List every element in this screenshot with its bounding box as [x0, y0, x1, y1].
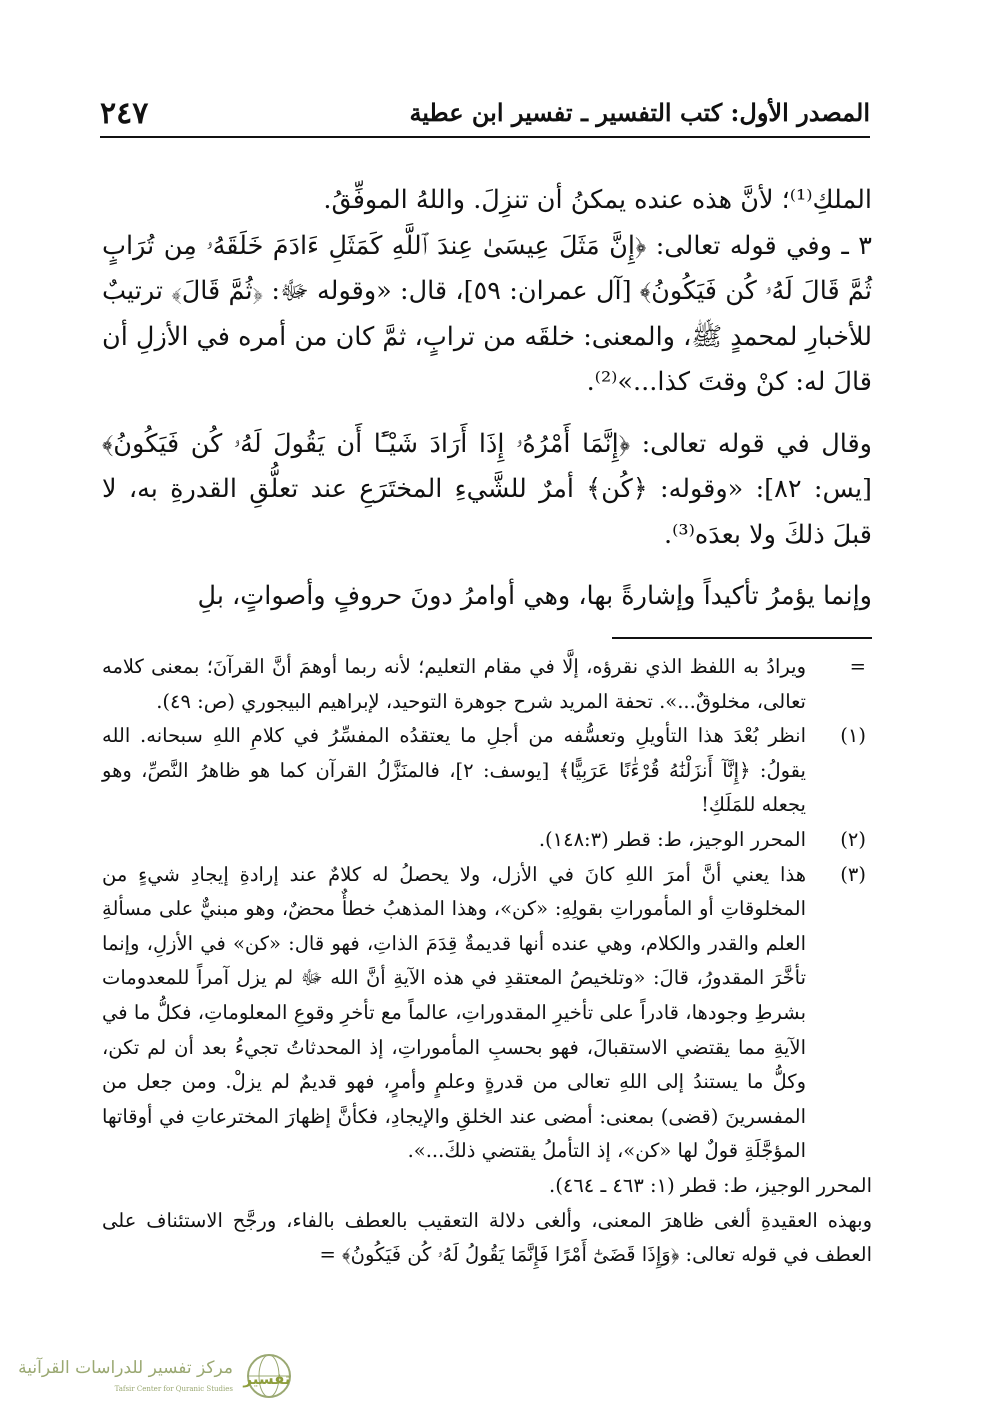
- main-text: [102, 178, 872, 620]
- footnote-text: انظر بُعْدَ هذا التأويلِ وتعسُّفه من أجلِ ما يعتقدُه المفسِّرُ في كلامِ اللهِ سبحانه. الله يقولُ: ﴿إِنَّآ أَنزَلْنَٰهُ قُرْءَٰنًا عَرَبِيًّا﴾ [يوسف: ٢]، فالمنَزَّلُ القرآن كما هو ظاهرُ النَّصِّ، وهو يجعله للمَلَكِ!: [102, 724, 806, 817]
- footnote-text: ويرادُ به اللفظ الذي نقرؤه، إلَّا في مقام التعليم؛ لأنه ربما أوهمَ أنَّ القرآنَ؛ بمعنى كلامه تعالى، مخلوقٌ...». تحفة المريد شرح جوهرة التوحيد، لإبراهيم البيجوري (ص: ٤٩).: [102, 655, 806, 713]
- footnote-separator: [612, 637, 872, 639]
- tafsir-logo-icon: [239, 1352, 295, 1402]
- paragraph: ٣ ـ وفي قوله تعالى: ﴿إِنَّ مَثَلَ عِيسَىٰ عِندَ ٱللَّهِ كَمَثَلِ ءَادَمَ خَلَقَهُۥ مِن تُرَابٍ ثُمَّ قَالَ لَهُۥ كُن فَيَكُونُ﴾ [آل عمران: ٥٩]، قال: «وقوله ﷻ: ﴿ثُمَّ قَالَ﴾ ترتيبٌ للأخبارِ لمحمدٍ ﷺ، والمعنى: خلقَه من ترابٍ، ثمَّ كان من أمره في الأزلِ أن قالَ له: كنْ وقتَ كذا...»⁽²⁾.: [102, 230, 872, 397]
- footnote-tail-reference: المحرر الوجيز، ط: قطر (١: ٤٦٣ ـ ٤٦٤).: [549, 1173, 872, 1197]
- footnote-tail-text: وبهذه العقيدةِ ألغى ظاهرَ المعنى، وألغى دلالة التعقيب بالعطف بالفاء، ورجَّح الاستئناف على العطف في قوله تعالى: ﴿وَإِذَا قَضَىٰٓ أَمْرًا فَإِنَّمَا يَقُولُ لَهُۥ كُن فَيَكُونُ﴾ =: [102, 1208, 872, 1267]
- footnote-1: [102, 719, 872, 823]
- footnotes: [102, 650, 872, 1273]
- footnote-text: هذا يعني أنَّ أمرَ اللهِ كانَ في الأزل، ولا يحصلُ له كلامٌ عند إرادةِ إيجادِ شيءٍ من المخلوقاتِ أو المأموراتِ بقولِهِ: «كن»، وهذا المذهبُ خطأٌ محضٌ، وهو مبنيٌّ على مسألةِ العلم والقدر والكلام، وهي عنده أنها قديمةٌ قِدَمَ الذاتِ، فهو قال: «كن» في الأزلِ، وإنما تأخَّرَ المقدورُ، قالَ: «وتلخيصُ المعتقدِ في هذه الآيةِ أنَّ الله ﷻ لم يزل آمراً للمعدومات بشرطِ وجودها، قادراً على تأخيرِ المقدوراتِ، عالماً مع تأخرِ وقوعِ المعلوماتِ، فكلُّ ما في الآيةِ مما يقتضي الاستقبالَ، فهو بحسبِ المأموراتِ، إذ المحدثاتُ تجيءُ بعد أن لم تكن، وكلُّ ما يستندُ إلى اللهِ تعالى من قدرةٍ وعلمٍ وأمرٍ، فهو قديمٌ لم يزلْ. ومن جعل من المفسرينَ (قضى) بمعنى: أمضى عند الخلقِ والإيجادِ، فكأنَّ إظهارَ المخترعاتِ في أوقاتها المؤجَّلَةِ قولٌ لها «كن»، إذ التأملُ يقتضي ذلكَ...».: [102, 862, 806, 1163]
- footnote-continuation: [102, 650, 872, 719]
- running-title: المصدر الأول: كتب التفسير ـ تفسير ابن عطية: [409, 98, 870, 127]
- footnote-number: (١): [840, 724, 866, 748]
- footnote-number: (٣): [840, 862, 866, 886]
- footnote-2: [102, 823, 872, 858]
- paragraph: وقال في قوله تعالى: ﴿إِنَّمَا أَمْرُهُۥ إِذَا أَرَادَ شَيْـًٔا أَن يَقُولَ لَهُۥ كُن فَيَكُونُ﴾ [يس: ٨٢]: «وقوله: ﴿كُن﴾ أمرٌ للشَّيءِ المختَرَعِ عند تعلُّقِ القدرةِ به، لا قبلَ ذلكَ ولا بعدَه⁽³⁾.: [102, 428, 872, 550]
- paragraph: وإنما يؤمرُ تأكيداً وإشارةً بها، وهي أوامرُ دونَ حروفٍ وأصواتٍ، بلِ: [197, 581, 872, 611]
- logo-tagline: Tafsir Center for Quranic Studies: [114, 1385, 233, 1393]
- footnote-3: [102, 858, 872, 1169]
- continuation-mark: =: [849, 655, 866, 678]
- page-number: ٢٤٧: [100, 96, 149, 131]
- page-header: [100, 96, 870, 138]
- logo-name: مركز تفسير للدراسات القرآنية: [18, 1358, 233, 1378]
- tafsir-center-logo: [18, 1352, 295, 1402]
- paragraph: الملكِ⁽¹⁾؛ لأنَّ هذه عنده يمكنُ أن تنزِلَ. واللهُ الموفِّقُ.: [323, 185, 872, 215]
- footnote-number: (٢): [840, 827, 866, 851]
- logo-emblem-text: تفسير: [243, 1370, 291, 1388]
- footnote-text: المحرر الوجيز، ط: قطر (١٤٨:٣).: [538, 827, 806, 851]
